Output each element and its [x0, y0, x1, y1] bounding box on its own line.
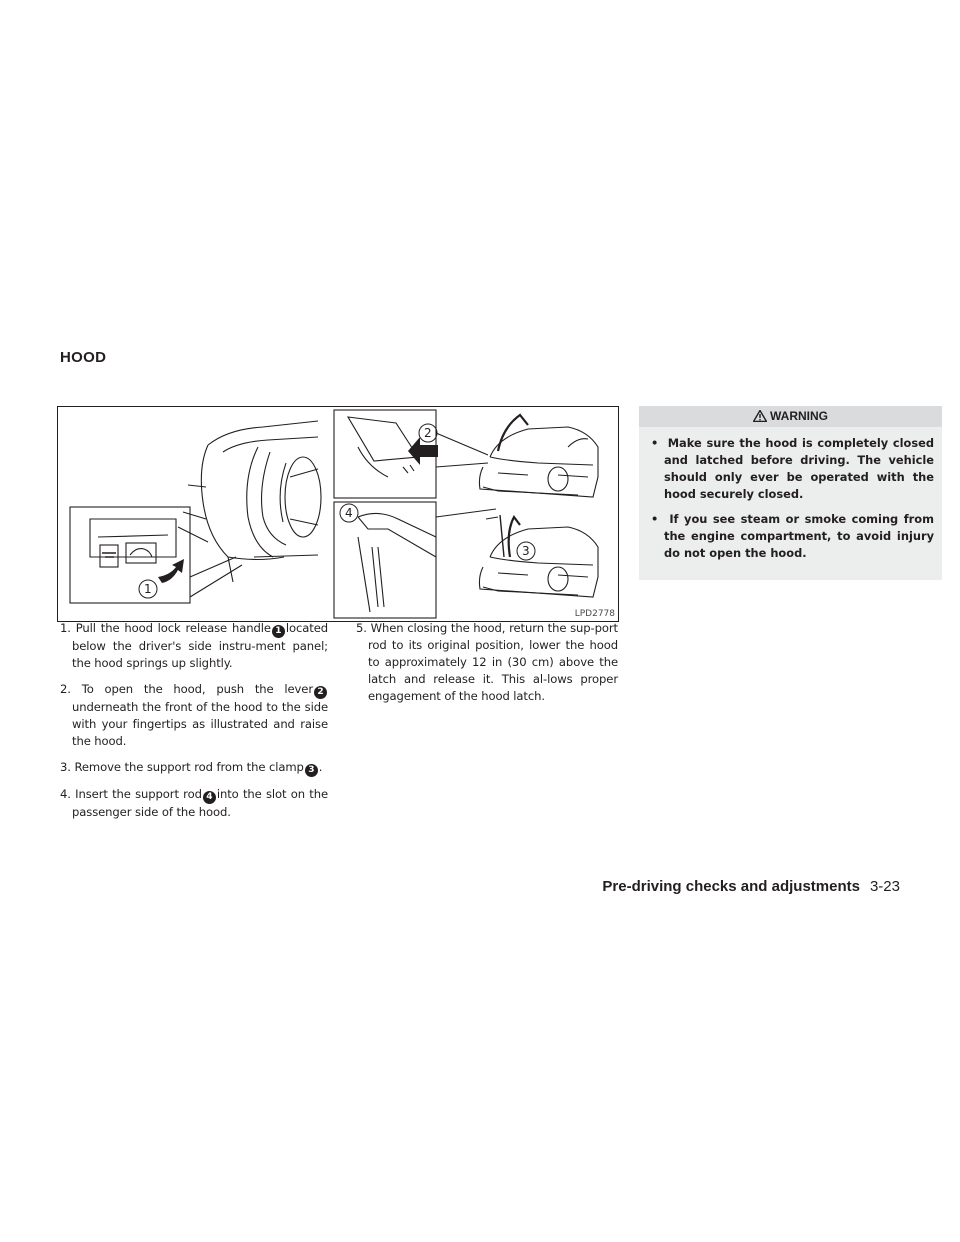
step-3: 3. Remove the support rod from the clamp 3 . — [60, 760, 323, 775]
figure-code: LPD2778 — [574, 609, 615, 619]
step-5: 5. When closing the hood, return the sup-port rod to its original position, lower the hood to approximately 12 in (30 cm) above the latch and release it. This al-lows proper engagement of the hood latch. — [356, 621, 618, 703]
warning-item: • If you see steam or smoke coming from the engine compartment, to avoid injury do not open the hood. — [651, 512, 934, 560]
callout-marker-1: 1 — [272, 625, 285, 638]
page-number: 3-23 — [869, 878, 900, 895]
hood-illustration-drawing — [58, 407, 618, 621]
step-1: 1. Pull the hood lock release handle 1 located below the driver's side instru-ment panel; the hood springs up slightly. — [60, 621, 328, 670]
warning-triangle-icon — [753, 408, 767, 429]
warning-header — [639, 406, 942, 427]
figure-callout-3: 3 — [522, 544, 530, 558]
callout-marker-2: 2 — [314, 686, 327, 699]
warning-box — [639, 406, 942, 580]
step-2: 2. To open the hood, push the lever 2underneath the front of the hood to the side with your fingertips as illustrated and raise the hood. — [60, 682, 328, 748]
figure-callout-2: 2 — [424, 426, 432, 440]
section-title: HOOD — [60, 349, 107, 366]
steps-right-column — [356, 620, 618, 714]
warning-item: • Make sure the hood is completely closed and latched before driving. The vehicle should only ever be operated with the hood securely closed. — [651, 436, 934, 501]
warning-body — [639, 427, 942, 580]
figure-callout-4: 4 — [345, 506, 353, 520]
callout-marker-4: 4 — [203, 791, 216, 804]
step-4: 4. Insert the support rod 4 into the slot on the passenger side of the hood. — [60, 787, 328, 819]
steps-left-column — [60, 620, 328, 830]
callout-marker-3: 3 — [305, 764, 318, 777]
page-footer — [602, 878, 900, 895]
warning-title: WARNING — [770, 409, 828, 423]
chapter-title: Pre-driving checks and adjustments — [602, 878, 860, 895]
hood-illustration — [57, 406, 619, 622]
figure-callout-1: 1 — [144, 582, 152, 596]
